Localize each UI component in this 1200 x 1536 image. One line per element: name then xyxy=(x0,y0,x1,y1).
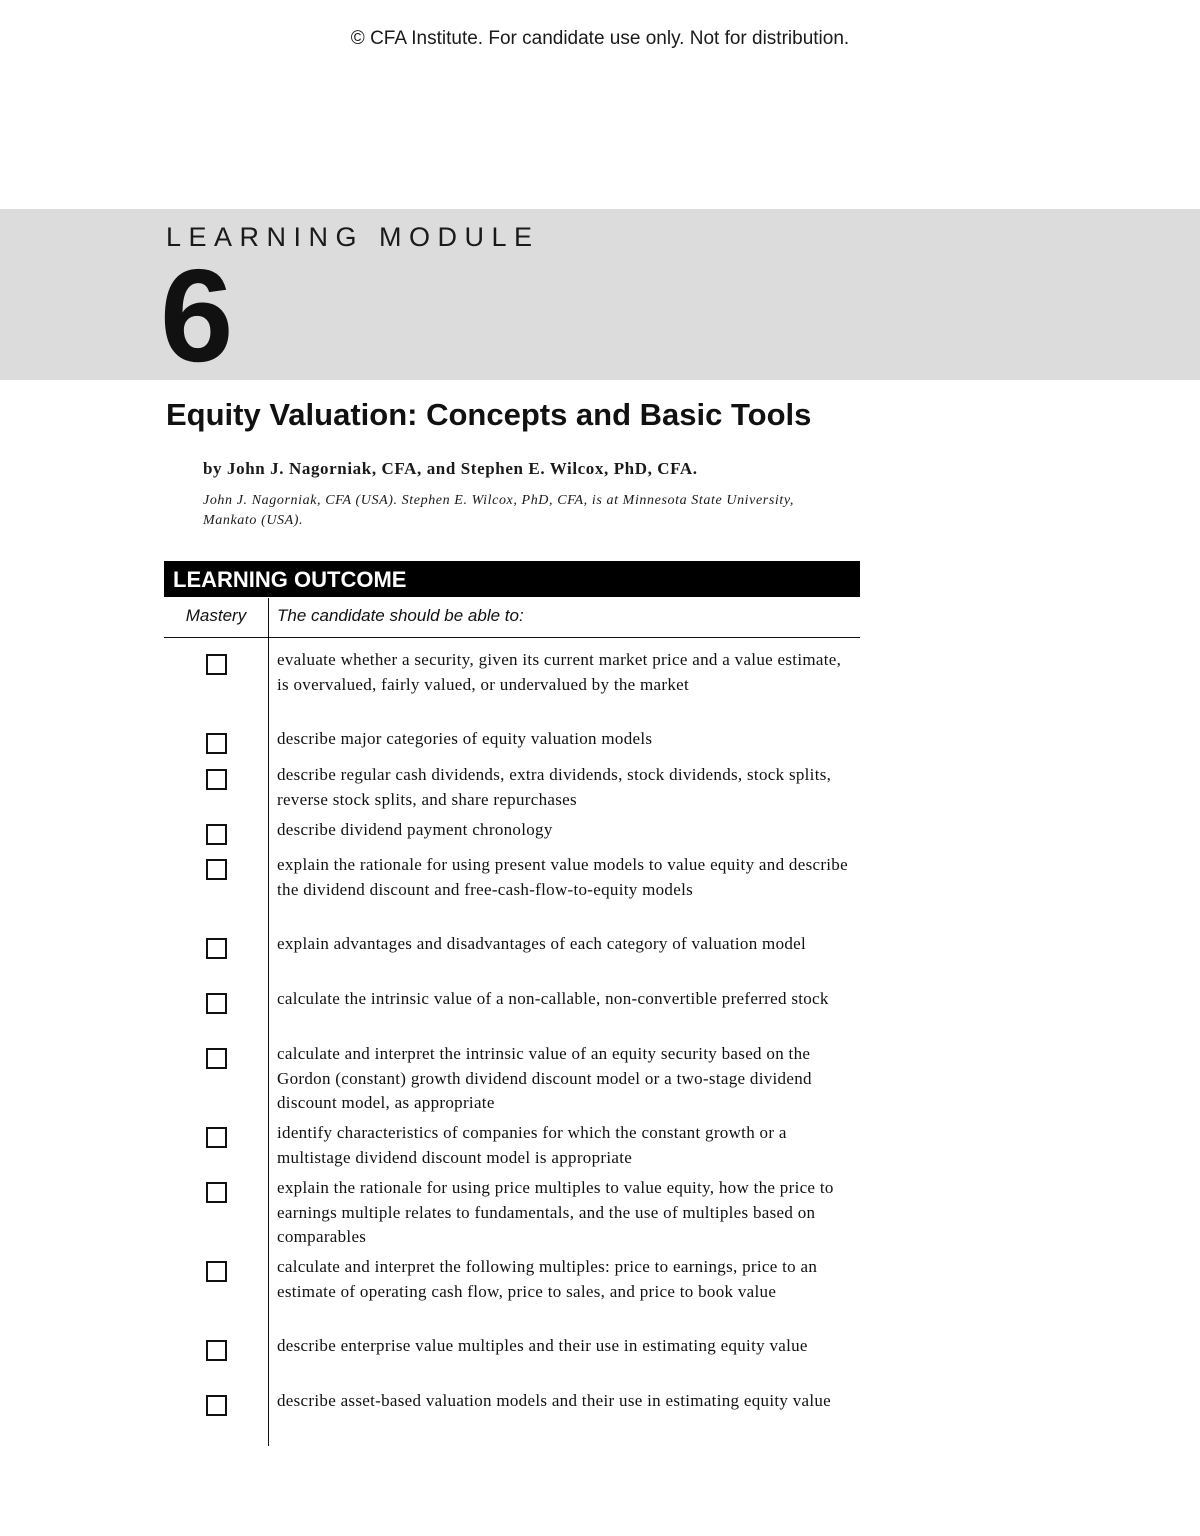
mastery-checkbox[interactable] xyxy=(206,654,227,675)
mastery-checkbox[interactable] xyxy=(206,1048,227,1069)
learning-outcome-header: LEARNING OUTCOME xyxy=(164,561,860,597)
outcome-text: describe regular cash dividends, extra dividends, stock dividends, stock splits, reverse stock splits, and share repurchases xyxy=(277,765,832,809)
mastery-checkbox[interactable] xyxy=(206,1127,227,1148)
outcome-text: describe dividend payment chronology xyxy=(277,820,553,839)
mastery-checkbox[interactable] xyxy=(206,938,227,959)
mastery-checkbox[interactable] xyxy=(206,1182,227,1203)
mastery-checkbox[interactable] xyxy=(206,859,227,880)
page-title: Equity Valuation: Concepts and Basic Tools xyxy=(166,397,812,432)
mastery-checkbox[interactable] xyxy=(206,769,227,790)
mastery-checkbox[interactable] xyxy=(206,824,227,845)
mastery-column-header: Mastery xyxy=(185,606,247,625)
mastery-checkbox[interactable] xyxy=(206,1261,227,1282)
mastery-checkbox[interactable] xyxy=(206,1395,227,1416)
column-divider xyxy=(268,598,269,1446)
outcome-column-header: The candidate should be able to: xyxy=(277,606,524,625)
copyright-notice: © CFA Institute. For candidate use only. Not for distribution. xyxy=(350,28,850,49)
outcome-text: describe asset-based valuation models and their use in estimating equity value xyxy=(277,1391,832,1410)
outcome-text: calculate and interpret the intrinsic value of an equity security based on the Gordon (constant) growth dividend discount model or a two-stage dividend discount model, as appropriate xyxy=(277,1044,812,1112)
outcome-text: explain the rationale for using price multiples to value equity, how the price to earnings multiple relates to fundamentals, and the use of multiples based on comparables xyxy=(277,1178,834,1246)
author-byline: by John J. Nagorniak, CFA, and Stephen E. Wilcox, PhD, CFA. xyxy=(203,459,698,478)
module-label: LEARNING MODULE xyxy=(166,222,540,252)
mastery-checkbox[interactable] xyxy=(206,993,227,1014)
outcome-text: identify characteristics of companies for which the constant growth or a multistage dividend discount model is appropriate xyxy=(277,1123,787,1167)
outcome-text: explain advantages and disadvantages of each category of valuation model xyxy=(277,934,807,953)
module-number: 6 xyxy=(160,242,234,389)
outcome-text: evaluate whether a security, given its current market price and a value estimate, is overvalued, fairly valued, or undervalued by the market xyxy=(277,650,842,694)
outcome-text: calculate the intrinsic value of a non-callable, non-convertible preferred stock xyxy=(277,989,829,1008)
outcome-text: describe enterprise value multiples and their use in estimating equity value xyxy=(277,1336,808,1355)
outcome-text: explain the rationale for using present value models to value equity and describe the dividend discount and free-cash-flow-to-equity models xyxy=(277,855,848,899)
outcome-text: calculate and interpret the following multiples: price to earnings, price to an estimate of operating cash flow, price to sales, and price to book value xyxy=(277,1257,818,1301)
outcome-text: describe major categories of equity valuation models xyxy=(277,729,653,748)
author-affiliation: John J. Nagorniak, CFA (USA). Stephen E. Wilcox, PhD, CFA, is at Minnesota State University, Mankato (USA). xyxy=(203,493,795,528)
mastery-checkbox[interactable] xyxy=(206,1340,227,1361)
mastery-checkbox[interactable] xyxy=(206,733,227,754)
